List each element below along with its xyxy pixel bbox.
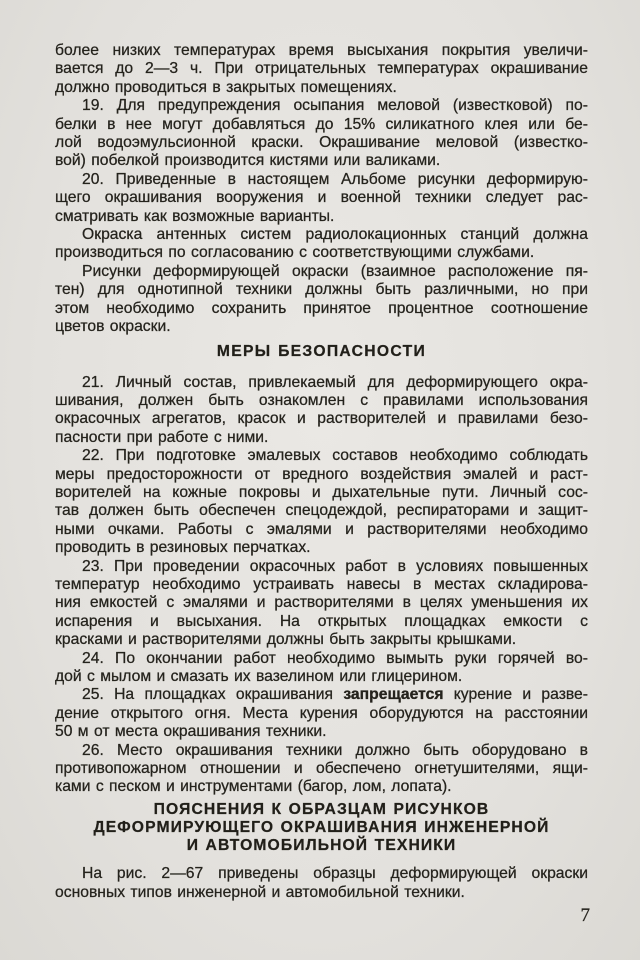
text-line: 24. По окончании работ необходимо вымыть руки горячей во- — [82, 649, 588, 667]
text-line: щего окрашивания вооружения и военной техники следует рас- — [55, 189, 588, 207]
paragraph — [55, 558, 588, 650]
paragraph — [55, 447, 588, 557]
text-line: 21. Личный состав, привлекаемый для деформирующего окра- — [82, 373, 588, 391]
text-line: ворителей на кожные покровы и дыхательные пути. Личный сос- — [55, 483, 588, 501]
text-line: дение открытого огня. Места курения оборудуются на расстоянии — [55, 704, 588, 722]
text-line: 23. При проведении окрасочных работ в условиях повышенных — [82, 557, 588, 575]
heading-line: И АВТОМОБИЛЬНОЙ ТЕХНИКИ — [186, 837, 457, 855]
paragraph — [55, 742, 588, 797]
text-line: тен) для однотипной техники должны быть различными, но при — [55, 281, 588, 299]
text-line: 22. При подготовке эмалевых составов необходимо соблюдать — [82, 447, 588, 465]
paragraph — [55, 97, 588, 171]
text-line: должно проводиться в закрытых помещениях. — [55, 78, 397, 96]
text-line: ками с песком и инструментами (багор, лом, лопата). — [55, 778, 452, 796]
section-heading — [55, 801, 588, 856]
text-column — [55, 42, 588, 902]
text-line: шивания, должен быть ознакомлен с правилами использования — [55, 391, 588, 409]
text-line: тав должен быть обеспечен спецодеждой, респираторами и защит- — [55, 502, 588, 520]
heading-line: МЕРЫ БЕЗОПАСНОСТИ — [216, 342, 427, 360]
text-line: ния емкостей с эмалями и растворителями в целях уменьшения их — [55, 594, 588, 612]
text-line: окрасочных агрегатов, красок и растворителей и правилами безо- — [55, 410, 588, 428]
text-line: противопожарном отношении и обеспечено огнетушителями, ящи- — [55, 760, 588, 778]
text-line: На рис. 2—67 приведены образцы деформирующей окраски — [82, 865, 588, 883]
text-line: Окраска антенных систем радиолокационных станций должна — [82, 226, 588, 244]
paragraph — [55, 650, 588, 687]
text-line: ными очками. Работы с эмалями и растворителями необходимо — [55, 520, 588, 538]
paragraph — [55, 374, 588, 448]
text-line: 26. Место окрашивания техники должно быть оборудовано в — [82, 741, 588, 759]
text-line: производиться по согласованию с соответствующими службами. — [55, 244, 535, 262]
text-line: вой) побелкой производится кистями или валиками. — [55, 152, 441, 170]
text-line: более низких температурах время высыхания покрытия увеличи- — [55, 42, 588, 59]
text-line: 20. Приведенные в настоящем Альбоме рисунки деформирую- — [82, 170, 588, 188]
text-line: проводить в резиновых перчатках. — [55, 539, 311, 557]
text-line: температур необходимо устраивать навесы в местах складирова- — [55, 575, 588, 593]
paragraph — [55, 42, 588, 97]
text-line: испарения и высыхания. На открытых площадках емкости с — [55, 612, 588, 630]
text-segment: курение и разве- — [443, 686, 588, 704]
text-line: меры предосторожности от вредного воздействия эмалей и раст- — [55, 465, 588, 483]
text-line — [55, 686, 588, 704]
section-heading — [55, 342, 588, 362]
text-line: лой водоэмульсионной краски. Окрашивание меловой (известко- — [55, 134, 588, 152]
text-segment: 25. На площадках окрашивания — [82, 686, 344, 704]
paragraph — [55, 226, 588, 263]
text-line: 50 м от места окрашивания техники. — [55, 723, 327, 741]
text-line: сматривать как возможные варианты. — [55, 207, 335, 225]
text-line: вается до 2—3 ч. При отрицательных температурах окрашивание — [55, 60, 588, 78]
text-line: Рисунки деформирующей окраски (взаимное расположение пя- — [82, 262, 588, 280]
paragraph — [55, 686, 588, 741]
text-line: этом необходимо сохранить принятое процентное соотношение — [55, 299, 588, 317]
text-line: красками и растворителями должны быть закрыты крышками. — [55, 631, 517, 649]
heading-line: ДЕФОРМИРУЮЩЕГО ОКРАШИВАНИЯ ИНЖЕНЕРНОЙ — [93, 819, 550, 837]
text-line: цветов окраски. — [55, 318, 171, 336]
paragraph — [55, 865, 588, 902]
paragraph — [55, 263, 588, 337]
text-line: белки в нее могут добавляться до 15% силикатного клея или бе- — [55, 115, 588, 133]
page-number: 7 — [580, 905, 590, 926]
text-line: дой с мылом и смазать их вазелином или глицерином. — [55, 668, 463, 685]
text-line: пасности при работе с ними. — [55, 428, 269, 446]
heading-line: ПОЯСНЕНИЯ К ОБРАЗЦАМ РИСУНКОВ — [153, 800, 490, 818]
text-line: 19. Для предупреждения осыпания меловой (известковой) по- — [82, 97, 588, 115]
text-line: основных типов инженерной и автомобильной техники. — [55, 883, 465, 901]
paragraph — [55, 171, 588, 226]
emphasized-text: запрещается — [343, 686, 444, 704]
